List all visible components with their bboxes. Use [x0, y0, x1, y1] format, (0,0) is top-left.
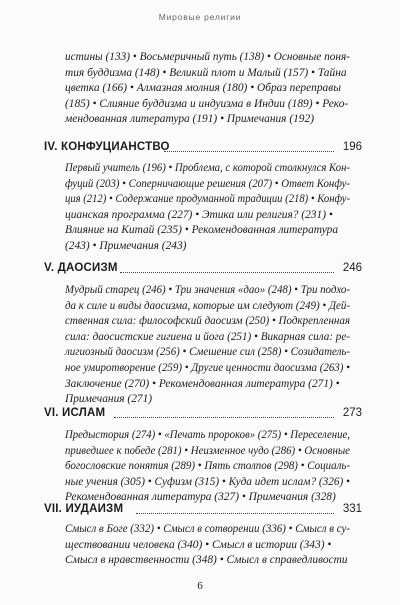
toc-chapter-confucianism[interactable]	[44, 141, 362, 157]
toc-line: тия буддизма (148) • Великий плот и Малый (157) • Тайна	[65, 66, 347, 79]
toc-chapter-taoism[interactable]	[44, 262, 362, 278]
toc-continued-entries	[65, 50, 350, 128]
toc-line: Смысл в Боге (332) • Смысл в сотворении (336) • Смысл в су-	[65, 523, 351, 535]
toc-line: Влияние на Китай (235) • Рекомендованная литература	[65, 224, 339, 237]
toc-line: ственная сила: философский даосизм (250) • Подкрепленная	[65, 315, 351, 328]
toc-line: фуций (203) • Соперничающие решения (207) • Ответ Конфу-	[65, 177, 351, 190]
toc-line: цианская программа (227) • Этика или религия? (231) •	[65, 208, 333, 221]
toc-line: сила: даосистские гигиена и йога (251) • Викарная сила: ре-	[65, 330, 351, 343]
dot-leader	[136, 513, 334, 514]
toc-line: истины (133) • Восьмеричный путь (138) • Основные поня-	[65, 51, 351, 63]
toc-line: ция (212) • Содержание продуманной традиции (218) • Конфу-	[65, 193, 350, 206]
toc-line: Смысл в нравственности (348) • Смысл в справедливости	[65, 554, 348, 567]
toc-line: Рекомендованная литература (327) • Примечания (328)	[65, 491, 336, 504]
toc-line: (185) • Слияние буддизма и индуизма в Индии (189) • Реко-	[65, 97, 349, 110]
chapter-title: V. ДАОСИЗМ	[44, 262, 118, 274]
toc-line: мендованная литература (191) • Примечания (192)	[65, 113, 314, 126]
toc-entries-islam	[65, 428, 350, 506]
dot-leader	[114, 417, 334, 418]
chapter-page-number: 246	[342, 262, 362, 274]
chapter-title: VI. ИСЛАМ	[44, 407, 106, 419]
toc-chapter-islam[interactable]	[44, 407, 362, 423]
toc-line: богословские понятия (289) • Пять столпов (298) • Социаль-	[65, 460, 350, 473]
dot-leader	[120, 272, 334, 273]
toc-line: цветка (166) • Алмазная молния (180) • Образ переправы	[65, 82, 341, 95]
toc-line: приведшее к победе (281) • Неизменное чудо (286) • Основные	[65, 444, 350, 457]
toc-line: Примечания (271)	[65, 393, 153, 406]
toc-line: лигиозный даосизм (256) • Смешение сил (258) • Созидатель-	[65, 346, 350, 359]
chapter-title: VII. ИУДАИЗМ	[44, 503, 124, 515]
page-number: 6	[197, 580, 203, 592]
toc-entries-taoism	[65, 283, 350, 408]
toc-chapter-judaism[interactable]	[44, 503, 362, 519]
toc-line: Предыстория (274) • «Печать пророков» (275) • Переселение,	[65, 429, 351, 441]
toc-line: ществовании человека (340) • Смысл в истории (343) •	[65, 538, 332, 551]
dot-leader	[164, 151, 334, 152]
toc-entries-judaism	[65, 522, 350, 569]
toc-line: ное умиротворение (259) • Другие ценности даосизма (263) •	[65, 361, 350, 374]
chapter-title: IV. КОНФУЦИАНСТВО	[44, 141, 170, 153]
toc-line: (243) • Примечания (243)	[65, 239, 187, 252]
toc-line: да к силе и виды даосизма, которые им следуют (249) • Дей-	[65, 299, 351, 312]
toc-line: Первый учитель (196) • Проблема, с которой столкнулся Кон-	[65, 162, 351, 174]
toc-line: Мудрый старец (246) • Три значения «дао» (248) • Три подхо-	[65, 284, 350, 296]
chapter-page-number: 331	[342, 503, 362, 515]
chapter-page-number: 196	[342, 141, 362, 153]
running-head: Мировые религии	[158, 12, 242, 22]
toc-line: ные учения (305) • Суфизм (315) • Куда идет ислам? (326) •	[65, 475, 350, 488]
toc-line: Заключение (270) • Рекомендованная литература (271) •	[65, 377, 340, 390]
chapter-page-number: 273	[342, 407, 362, 419]
toc-entries-confucianism	[65, 161, 350, 255]
